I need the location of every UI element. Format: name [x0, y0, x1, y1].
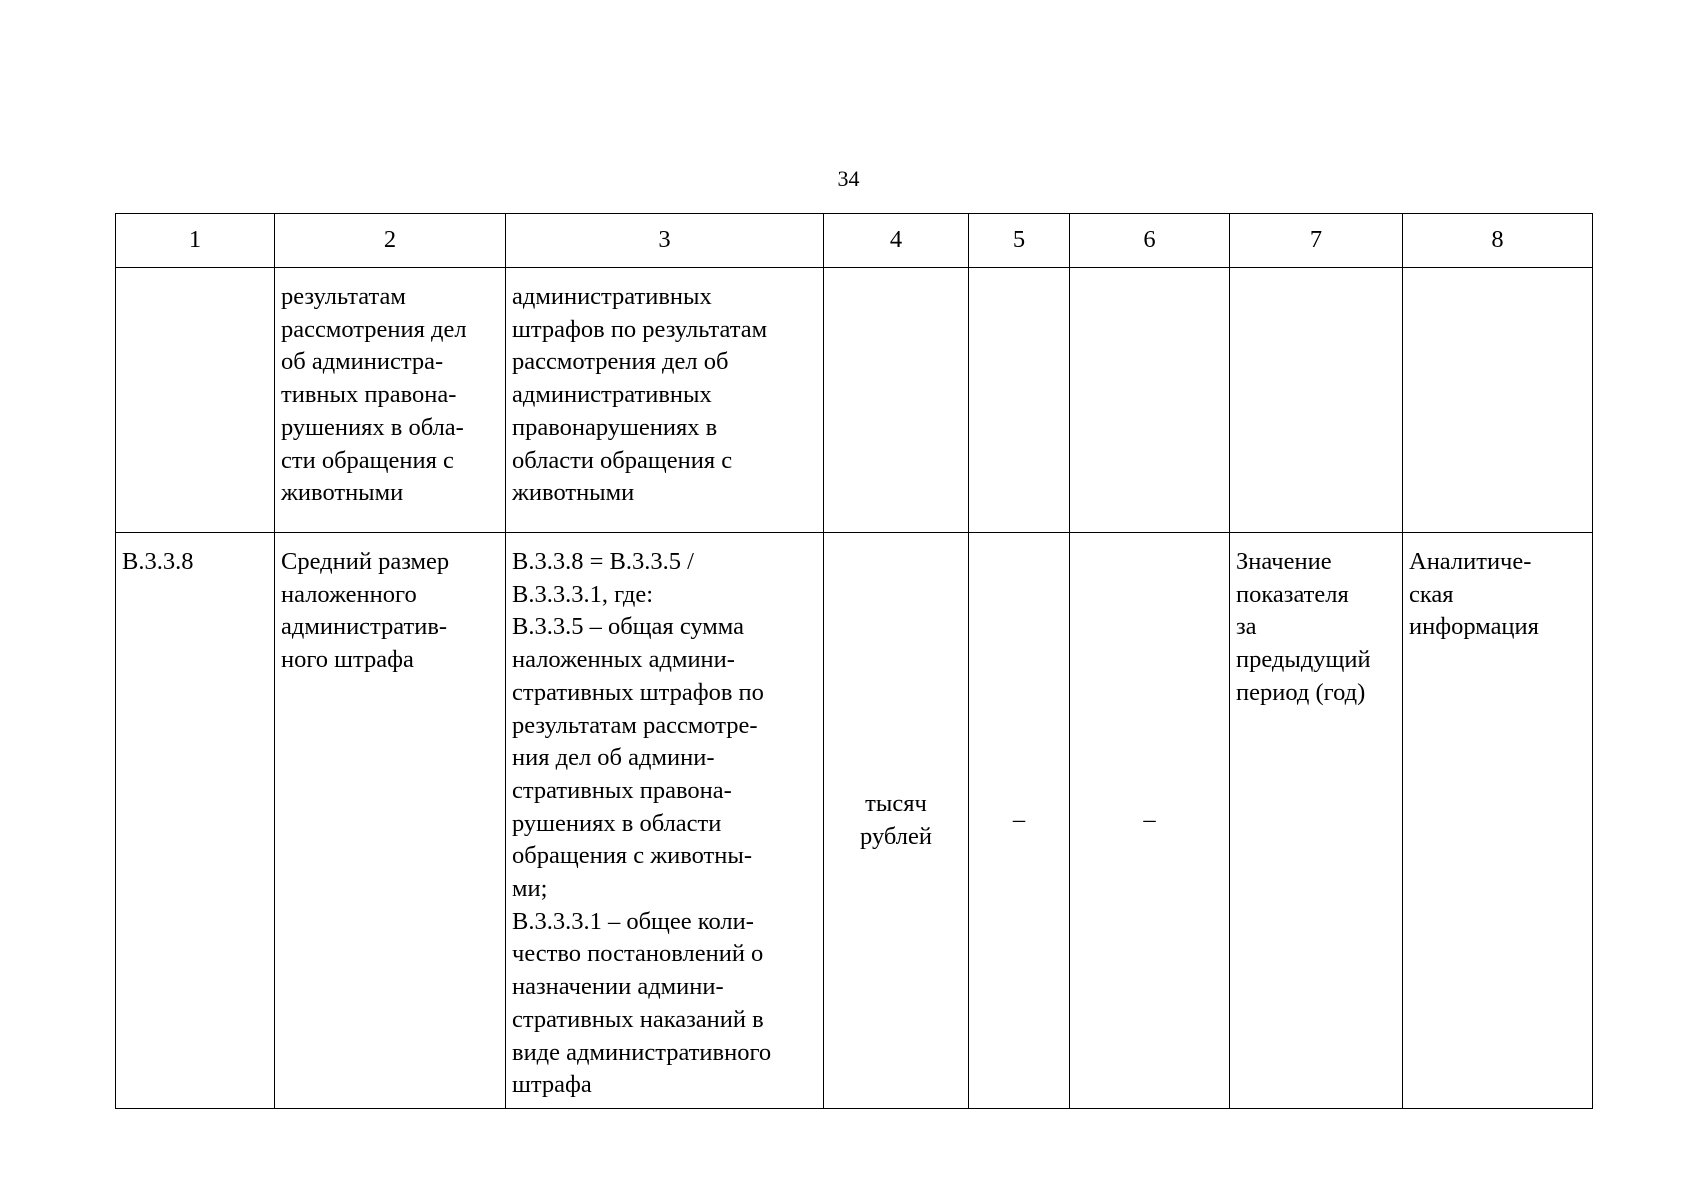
indicator-code-cell: В.3.3.8 — [116, 533, 275, 1109]
column-number-4: 4 — [824, 214, 969, 268]
indicator-unit-cell — [824, 268, 969, 533]
column-7-cell: Значение показателя за предыдущий период (год) — [1230, 533, 1403, 1109]
table-header-row — [116, 214, 1593, 268]
column-number-8: 8 — [1403, 214, 1593, 268]
table-row — [116, 268, 1593, 533]
column-6-cell — [1070, 268, 1230, 533]
indicator-name-cell: результатам рассмотрения дел об администра- тивных правона- рушениях в обла- сти обращения с животными — [275, 268, 506, 533]
column-5-cell — [969, 268, 1070, 533]
page-number: 34 — [837, 166, 860, 191]
table-row — [116, 533, 1593, 1109]
column-7-cell — [1230, 268, 1403, 533]
indicator-formula-cell: административных штрафов по результатам рассмотрения дел об административных правонарушениях в области обращения с животными — [506, 268, 824, 533]
column-number-2: 2 — [275, 214, 506, 268]
column-number-1: 1 — [116, 214, 275, 268]
indicator-unit-cell: тысяч рублей — [824, 533, 969, 1109]
column-6-cell: – — [1070, 533, 1230, 1109]
indicator-name-cell: Средний размер наложенного административ- ного штрафа — [275, 533, 506, 1109]
indicator-code-cell — [116, 268, 275, 533]
column-number-6: 6 — [1070, 214, 1230, 268]
column-5-cell: – — [969, 533, 1070, 1109]
column-8-cell — [1403, 268, 1593, 533]
column-number-3: 3 — [506, 214, 824, 268]
indicator-formula-cell: В.3.3.8 = В.3.3.5 / В.3.3.3.1, где: В.3.3.5 – общая сумма наложенных админи- стративных штрафов по результатам рассмотре- ния дел об админи- стративных правона- рушениях в области обращения с животны- ми; В.3.3.3.1 – общее коли- чество постановлений о назначении админи- стративных наказаний в виде административного штрафа — [506, 533, 824, 1109]
indicator-table — [115, 213, 1593, 1109]
column-number-5: 5 — [969, 214, 1070, 268]
column-number-7: 7 — [1230, 214, 1403, 268]
column-8-cell: Аналитиче- ская информация — [1403, 533, 1593, 1109]
